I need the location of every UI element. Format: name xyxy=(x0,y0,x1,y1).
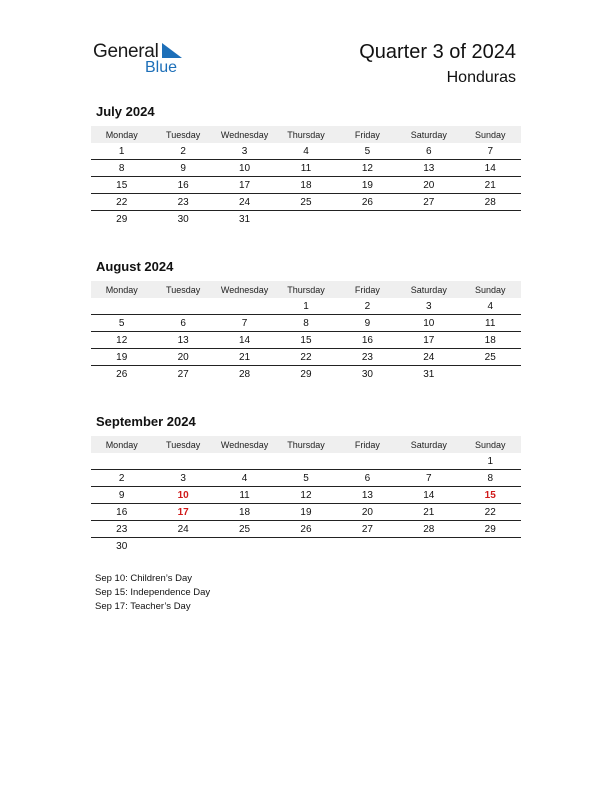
week-row xyxy=(91,453,521,470)
day-cell: 25 xyxy=(484,351,496,363)
week-row xyxy=(91,315,521,332)
day-cell: 13 xyxy=(423,162,435,174)
weekday-label: Friday xyxy=(354,439,380,450)
month-grid xyxy=(91,143,521,227)
day-cell: 10 xyxy=(238,162,251,174)
day-cell: 14 xyxy=(423,489,435,501)
day-cell: 26 xyxy=(361,196,373,208)
weekday-label: Thursday xyxy=(287,439,325,450)
day-cell: 13 xyxy=(177,334,189,346)
day-cell: 10 xyxy=(177,489,189,501)
day-cell: 15 xyxy=(300,334,312,346)
week-row xyxy=(91,194,521,211)
weekday-header xyxy=(91,281,521,298)
logo-triangle-icon xyxy=(162,43,182,58)
week-row xyxy=(91,160,521,177)
day-cell: 8 xyxy=(303,317,309,329)
day-cell: 24 xyxy=(238,196,251,208)
day-cell: 21 xyxy=(423,506,435,518)
day-cell: 1 xyxy=(487,455,494,467)
day-cell: 27 xyxy=(361,523,373,535)
weekday-label: Tuesday xyxy=(166,284,201,295)
day-cell: 5 xyxy=(118,317,125,329)
day-cell: 11 xyxy=(239,489,250,501)
day-cell: 11 xyxy=(485,317,496,329)
week-row xyxy=(91,470,521,487)
month-september xyxy=(91,414,521,554)
day-cell: 27 xyxy=(177,368,189,380)
day-cell: 25 xyxy=(238,523,251,535)
day-cell: 26 xyxy=(116,368,128,380)
day-cell: 23 xyxy=(361,351,373,363)
weekday-label: Thursday xyxy=(287,129,325,140)
day-cell: 14 xyxy=(484,162,496,174)
month-title: August 2024 xyxy=(96,259,174,274)
month-grid xyxy=(91,453,521,554)
weekday-label: Tuesday xyxy=(166,439,201,450)
weekday-label: Monday xyxy=(105,129,138,140)
day-cell: 15 xyxy=(484,489,496,501)
day-cell: 18 xyxy=(484,334,496,346)
week-row xyxy=(91,298,521,315)
month-title: July 2024 xyxy=(96,104,155,119)
day-cell: 2 xyxy=(118,472,125,484)
month-july xyxy=(91,104,521,227)
day-cell: 16 xyxy=(361,334,373,346)
day-cell: 8 xyxy=(487,472,494,484)
week-row xyxy=(91,143,521,160)
day-cell: 9 xyxy=(118,489,125,501)
holiday-notes xyxy=(95,572,210,614)
weekday-label: Monday xyxy=(105,439,138,450)
weekday-label: Saturday xyxy=(410,439,447,450)
weekday-label: Sunday xyxy=(474,284,506,295)
weekday-header xyxy=(91,126,521,143)
logo-text-general: General xyxy=(93,41,159,62)
day-cell: 19 xyxy=(300,506,312,518)
day-cell: 17 xyxy=(238,179,251,191)
month-august xyxy=(91,259,521,382)
day-cell: 16 xyxy=(116,506,128,518)
day-cell: 29 xyxy=(116,213,128,225)
day-cell: 26 xyxy=(300,523,312,535)
day-cell: 5 xyxy=(303,472,309,484)
weekday-label: Friday xyxy=(354,284,380,295)
logo-text-blue: Blue xyxy=(145,59,178,76)
day-cell: 12 xyxy=(300,489,312,501)
week-row xyxy=(91,366,521,382)
day-cell: 30 xyxy=(361,368,373,380)
day-cell: 1 xyxy=(118,145,125,157)
day-cell: 20 xyxy=(423,179,435,191)
day-cell: 7 xyxy=(487,145,494,157)
weekday-label: Wednesday xyxy=(220,129,269,140)
day-cell: 13 xyxy=(361,489,373,501)
day-cell: 18 xyxy=(300,179,312,191)
day-cell: 6 xyxy=(364,472,371,484)
week-row xyxy=(91,504,521,521)
week-row xyxy=(91,177,521,194)
day-cell: 20 xyxy=(361,506,373,518)
weekday-label: Wednesday xyxy=(220,439,269,450)
day-cell: 6 xyxy=(180,317,186,329)
day-cell: 3 xyxy=(241,145,248,157)
day-cell: 7 xyxy=(241,317,248,329)
day-cell: 14 xyxy=(238,334,251,346)
day-cell: 19 xyxy=(361,179,373,191)
day-cell: 15 xyxy=(116,179,128,191)
week-row xyxy=(91,538,521,554)
day-cell: 9 xyxy=(364,317,371,329)
day-cell: 18 xyxy=(238,506,251,518)
logo xyxy=(93,40,193,80)
weekday-label: Thursday xyxy=(287,284,325,295)
day-cell: 7 xyxy=(426,472,432,484)
day-cell: 4 xyxy=(241,472,248,484)
day-cell: 31 xyxy=(238,213,251,225)
weekday-label: Monday xyxy=(105,284,138,295)
day-cell: 6 xyxy=(426,145,432,157)
month-title: September 2024 xyxy=(96,414,196,429)
day-cell: 3 xyxy=(180,472,186,484)
week-row xyxy=(91,211,521,227)
weekday-label: Saturday xyxy=(410,284,447,295)
day-cell: 29 xyxy=(300,368,312,380)
day-cell: 11 xyxy=(300,162,312,174)
week-row xyxy=(91,521,521,538)
day-cell: 2 xyxy=(180,145,186,157)
weekday-label: Tuesday xyxy=(166,129,201,140)
weekday-label: Sunday xyxy=(474,129,506,140)
day-cell: 22 xyxy=(116,196,128,208)
page-subtitle: Honduras xyxy=(446,69,516,86)
weekday-label: Friday xyxy=(354,129,380,140)
weekday-header xyxy=(91,436,521,453)
day-cell: 25 xyxy=(300,196,312,208)
week-row xyxy=(91,487,521,504)
day-cell: 30 xyxy=(116,540,128,552)
day-cell: 2 xyxy=(364,300,371,312)
day-cell: 4 xyxy=(487,300,494,312)
day-cell: 8 xyxy=(118,162,125,174)
weekday-label: Sunday xyxy=(474,439,506,450)
day-cell: 3 xyxy=(426,300,432,312)
day-cell: 17 xyxy=(423,334,435,346)
day-cell: 23 xyxy=(177,196,189,208)
day-cell: 17 xyxy=(177,506,189,518)
week-row xyxy=(91,349,521,366)
day-cell: 29 xyxy=(484,523,496,535)
day-cell: 16 xyxy=(177,179,189,191)
week-row xyxy=(91,332,521,349)
day-cell: 1 xyxy=(303,300,309,312)
weekday-label: Wednesday xyxy=(220,284,269,295)
day-cell: 5 xyxy=(364,145,371,157)
day-cell: 24 xyxy=(177,523,189,535)
day-cell: 27 xyxy=(423,196,435,208)
day-cell: 4 xyxy=(303,145,309,157)
weekday-label: Saturday xyxy=(410,129,447,140)
month-grid xyxy=(91,298,521,382)
holiday-note: Sep 15: Independence Day xyxy=(95,587,211,598)
day-cell: 10 xyxy=(423,317,435,329)
day-cell: 28 xyxy=(423,523,435,535)
day-cell: 22 xyxy=(484,506,496,518)
day-cell: 21 xyxy=(238,351,251,363)
day-cell: 31 xyxy=(423,368,435,380)
day-cell: 24 xyxy=(423,351,435,363)
day-cell: 30 xyxy=(177,213,189,225)
day-cell: 28 xyxy=(238,368,251,380)
day-cell: 22 xyxy=(300,351,312,363)
day-cell: 9 xyxy=(180,162,186,174)
day-cell: 20 xyxy=(177,351,189,363)
holiday-note: Sep 10: Children’s Day xyxy=(95,573,192,584)
day-cell: 12 xyxy=(361,162,373,174)
day-cell: 19 xyxy=(116,351,128,363)
day-cell: 23 xyxy=(116,523,128,535)
page-title: Quarter 3 of 2024 xyxy=(359,41,516,63)
holiday-note: Sep 17: Teacher’s Day xyxy=(95,601,191,612)
day-cell: 21 xyxy=(484,179,496,191)
day-cell: 12 xyxy=(116,334,128,346)
day-cell: 28 xyxy=(484,196,496,208)
